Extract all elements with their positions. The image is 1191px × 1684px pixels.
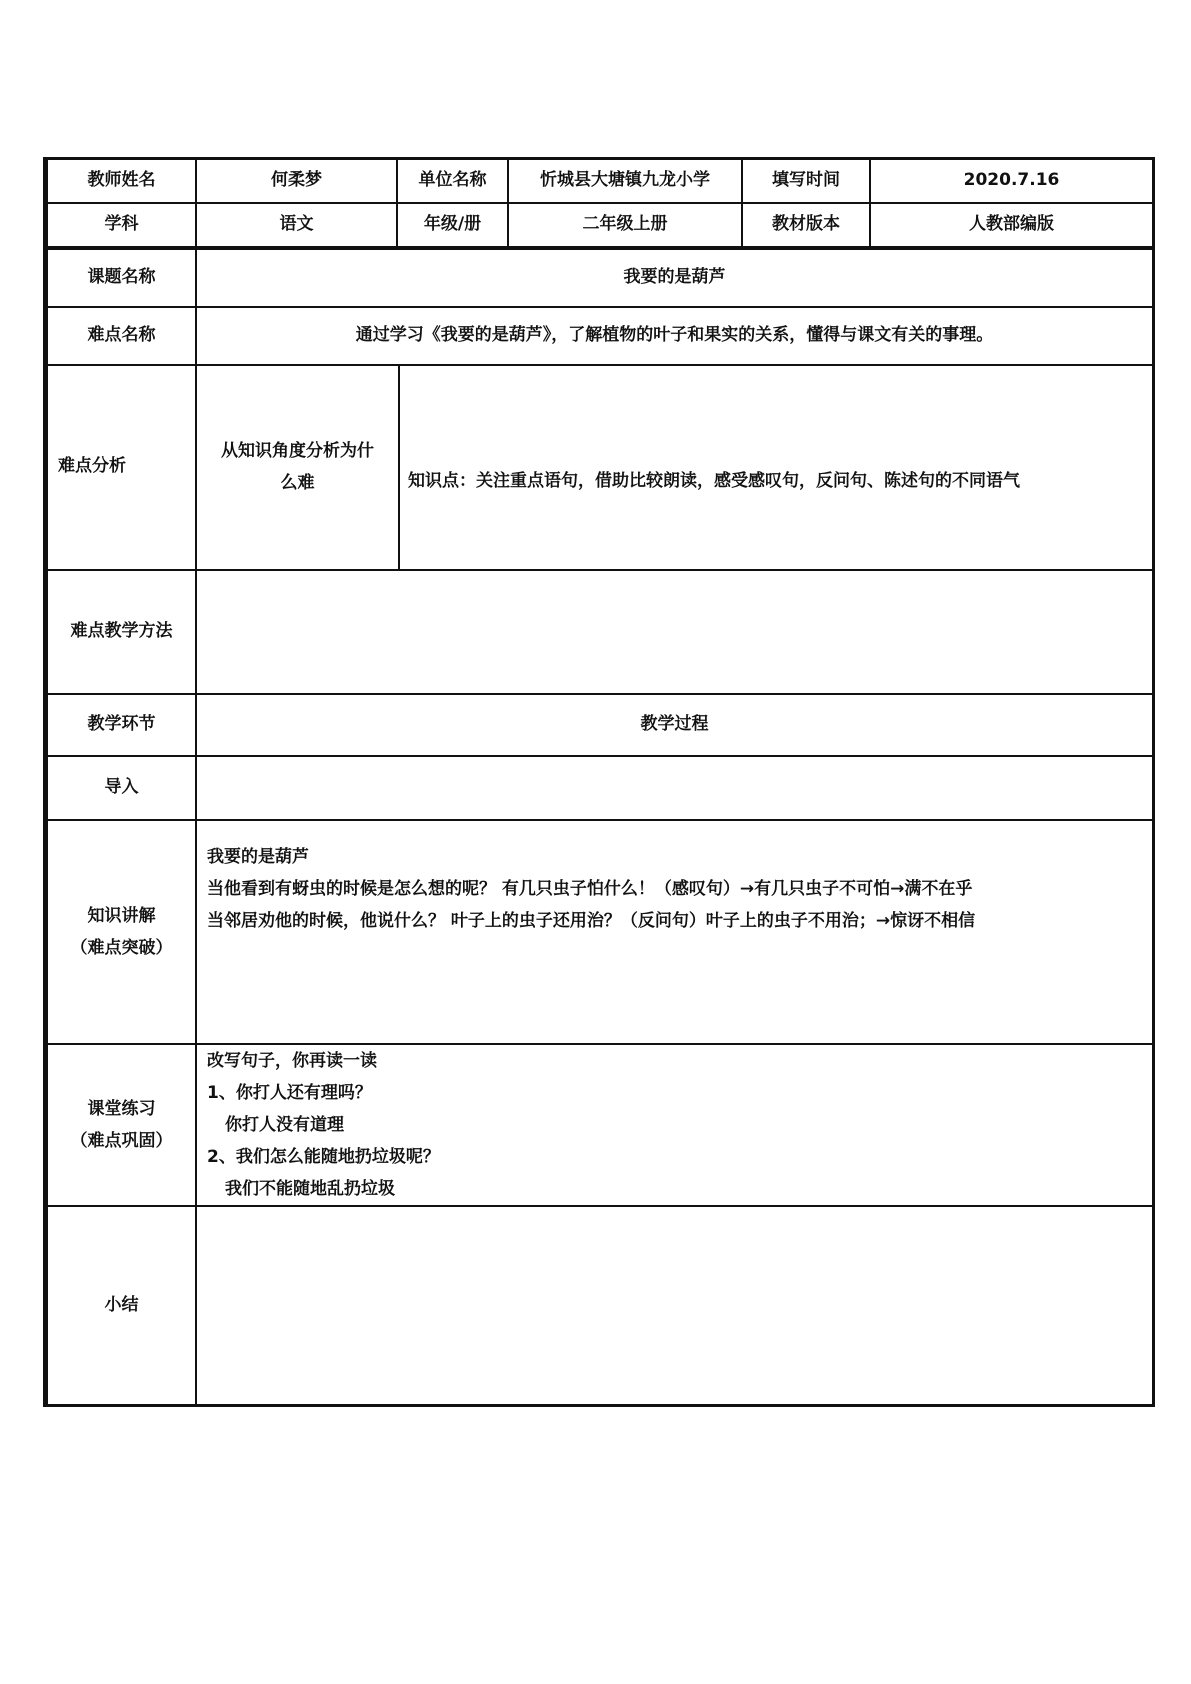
stage-header-label: 教学环节: [47, 694, 196, 756]
grade-label: 年级/册: [397, 203, 508, 247]
teacher-name-label: 教师姓名: [47, 159, 196, 203]
unit-name-value: 忻城县大塘镇九龙小学: [508, 159, 742, 203]
practice-label-line2: （难点巩固）: [70, 1130, 173, 1151]
practice-line: 1、你打人还有理吗？: [207, 1082, 372, 1103]
info-table-block: [43, 157, 1155, 248]
knowledge-line: 当他看到有蚜虫的时候是怎么想的呢？ 有几只虫子怕什么！（感叹句）→有几只虫子不可怕→满不在乎: [207, 878, 973, 899]
analysis-detail: 知识点：关注重点语句，借助比较朗读，感受感叹句，反问句、陈述句的不同语气: [399, 365, 1153, 570]
difficulty-value: 通过学习《我要的是葫芦》，了解植物的叶子和果实的关系，懂得与课文有关的事理。: [196, 307, 1153, 365]
practice-content: [196, 1044, 1153, 1206]
process-header-label: 教学过程: [196, 694, 1153, 756]
difficulty-label: 难点名称: [47, 307, 196, 365]
practice-line: 改写句子，你再读一读: [207, 1050, 377, 1071]
fill-time-value: 2020.7.16: [870, 159, 1153, 203]
analysis-angle-line1: 从知识角度分析为什: [221, 441, 374, 461]
title-value: 我要的是葫芦: [196, 249, 1153, 307]
info-table: [46, 157, 1154, 248]
practice-line: 2、我们怎么能随地扔垃圾呢？: [207, 1146, 440, 1167]
analysis-angle-line2: 么难: [280, 473, 315, 493]
knowledge-line: 当邻居劝他的时候，他说什么？ 叶子上的虫子还用治？（反问句）叶子上的虫子不用治；→惊讶不相信: [207, 910, 976, 931]
lesson-table-block: [43, 247, 1155, 1407]
analysis-angle: [196, 365, 399, 570]
grade-value: 二年级上册: [508, 203, 742, 247]
summary-label: 小结: [47, 1206, 196, 1406]
analysis-label: 难点分析: [47, 365, 196, 570]
practice-label: [47, 1044, 196, 1206]
textbook-value: 人教部编版: [870, 203, 1153, 247]
teacher-name-value: 何柔梦: [196, 159, 397, 203]
knowledge-line: 我要的是葫芦: [207, 846, 309, 867]
method-label: 难点教学方法: [47, 570, 196, 694]
intro-label: 导入: [47, 756, 196, 820]
practice-line: 我们不能随地乱扔垃圾: [225, 1178, 395, 1199]
title-label: 课题名称: [47, 249, 196, 307]
practice-label-line1: 课堂练习: [87, 1098, 156, 1119]
knowledge-label: [47, 820, 196, 1044]
knowledge-label-line2: （难点突破）: [70, 937, 173, 958]
summary-content: [196, 1206, 1153, 1406]
unit-name-label: 单位名称: [397, 159, 508, 203]
method-content: [196, 570, 1153, 694]
intro-content: [196, 756, 1153, 820]
practice-line: 你打人没有道理: [225, 1114, 344, 1135]
subject-label: 学科: [47, 203, 196, 247]
knowledge-label-line1: 知识讲解: [87, 905, 156, 926]
lesson-table: [46, 247, 1154, 1407]
textbook-label: 教材版本: [742, 203, 870, 247]
knowledge-content: [196, 820, 1153, 1044]
fill-time-label: 填写时间: [742, 159, 870, 203]
subject-value: 语文: [196, 203, 397, 247]
